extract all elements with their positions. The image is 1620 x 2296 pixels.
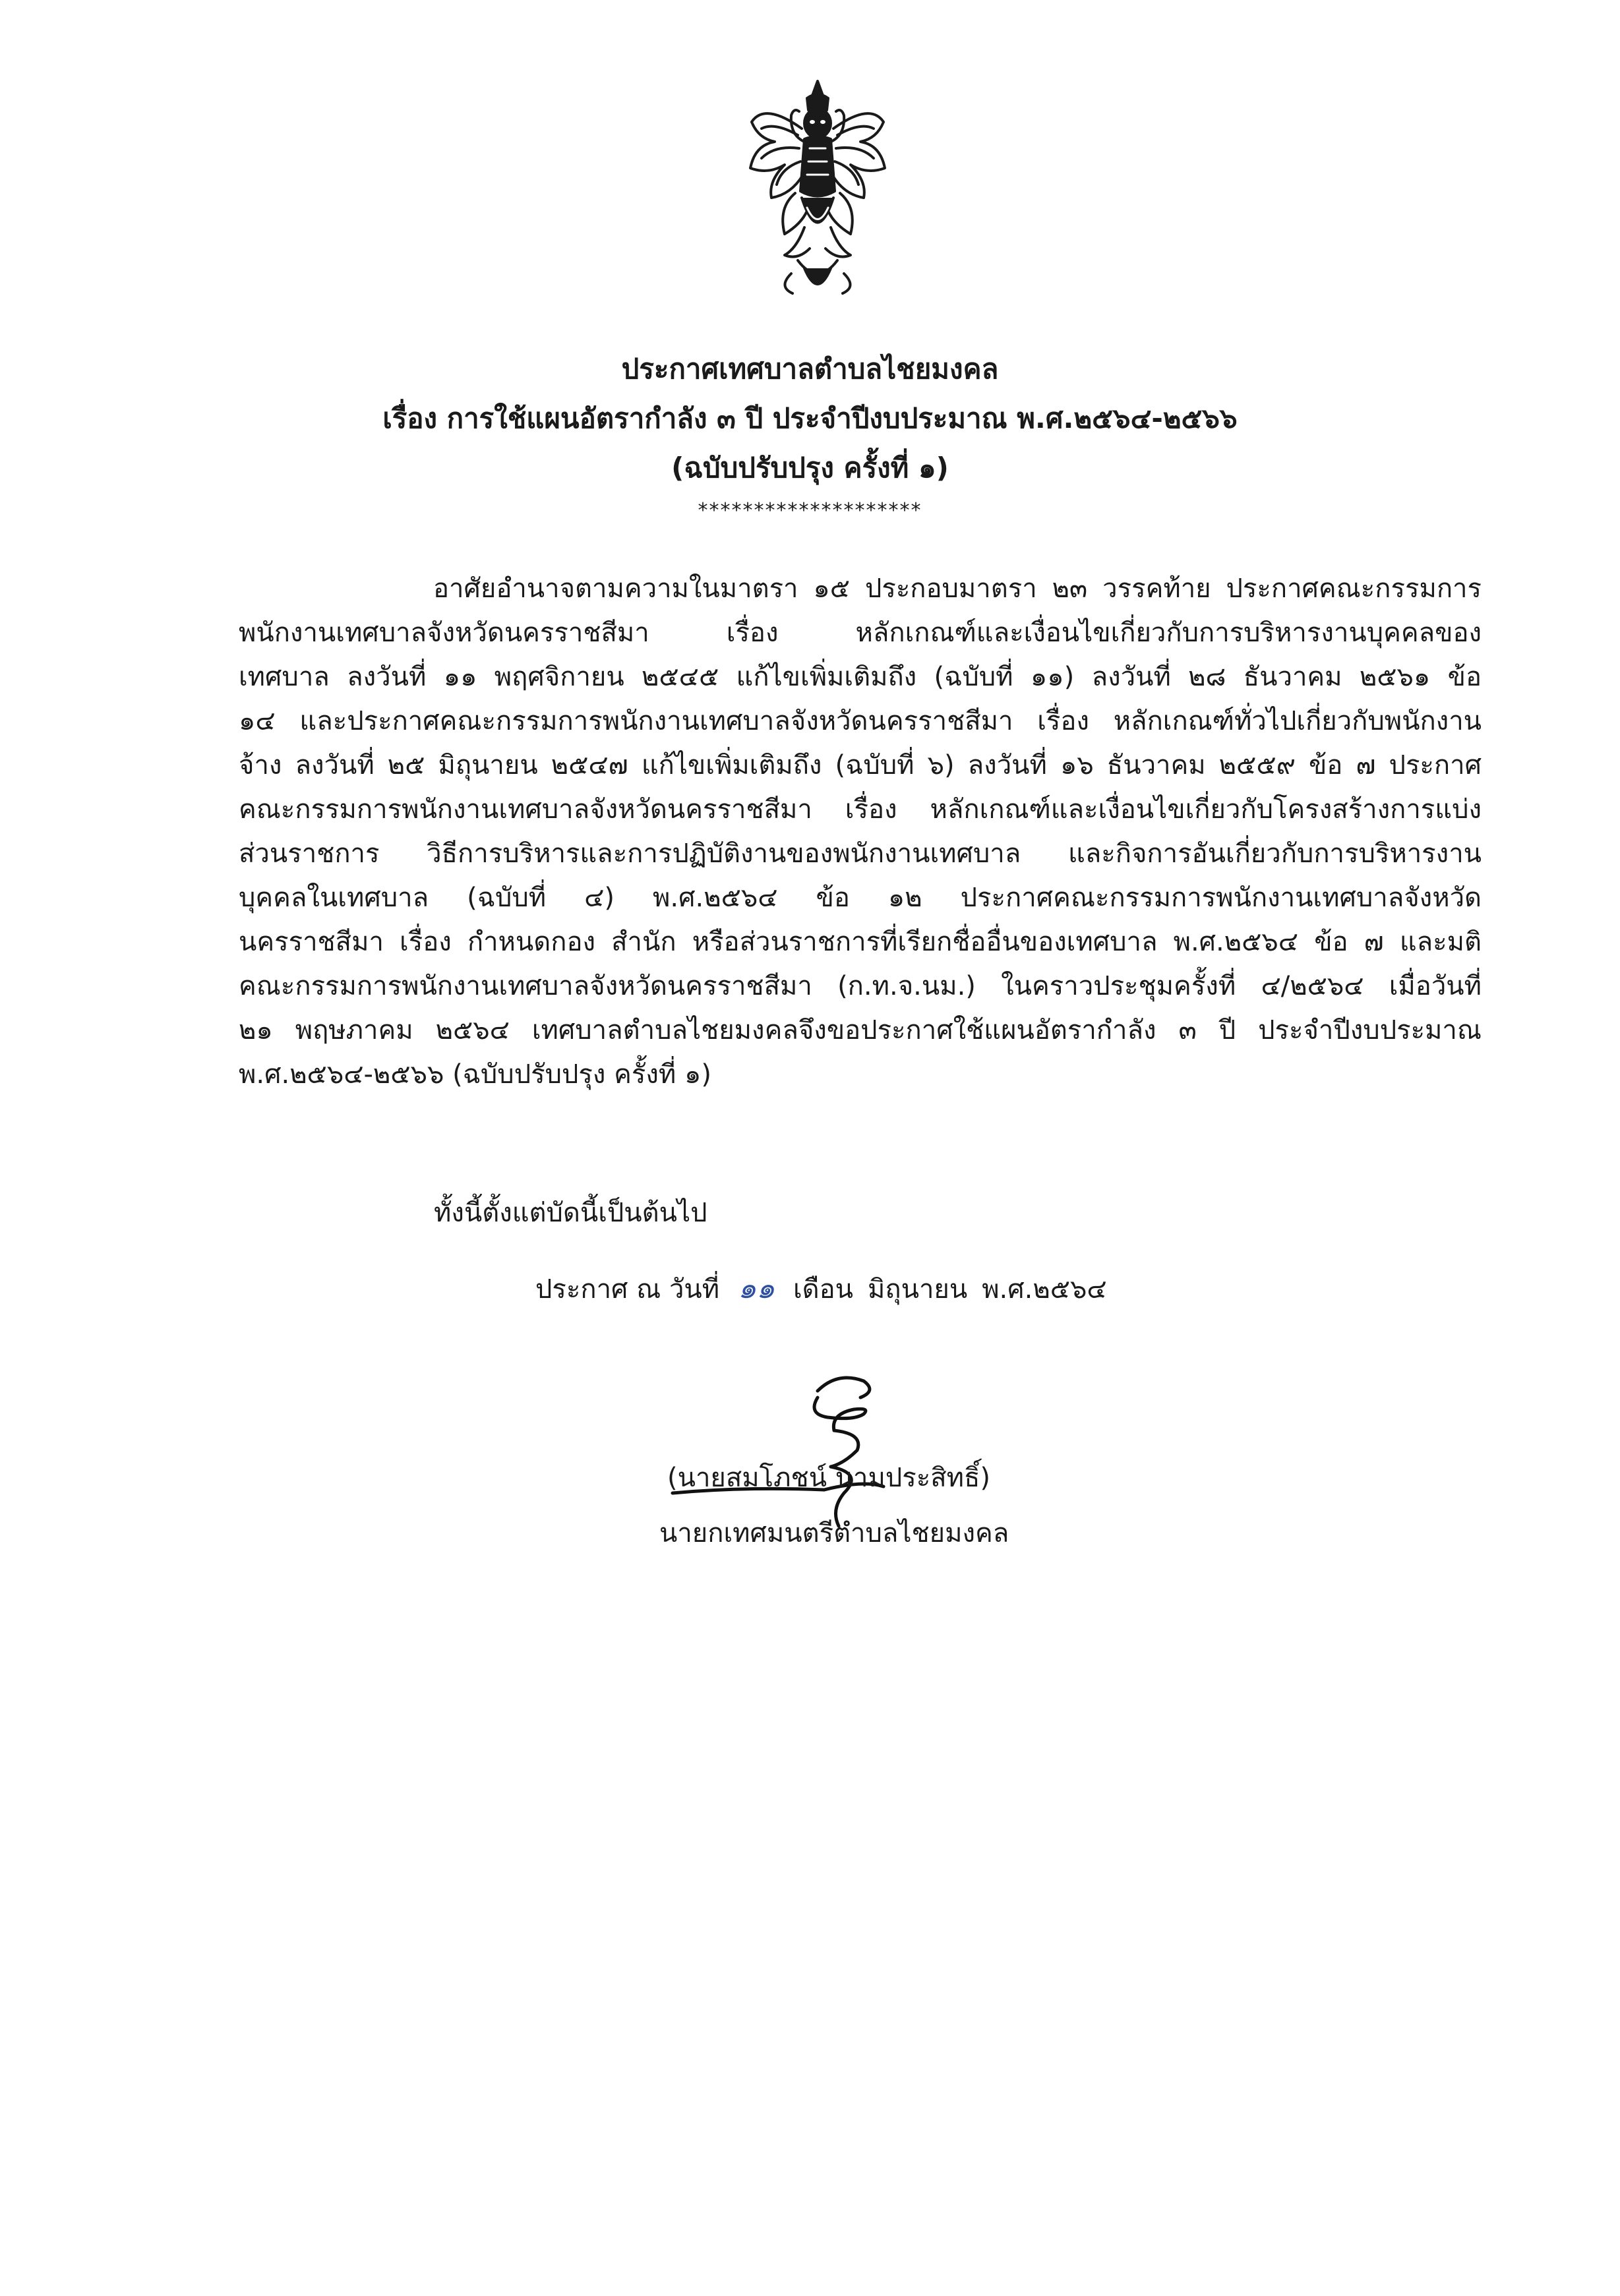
garuda-emblem (738, 76, 897, 307)
signer-title: นายกเทศมนตรีตำบลไชยมงคล (659, 1518, 1009, 1548)
title-separator: ******************** (698, 499, 922, 522)
body-line: จ้าง ลงวันที่ ๒๕ มิถุนายน ๒๕๔๗ แก้ไขเพิ่มเติมถึง (ฉบับที่ ๖) ลงวันที่ ๑๖ ธันวาคม ๒๕๕๙ ข้อ ๗ ประกาศ (239, 750, 1482, 780)
signer-name: (นายสมโภชน์ นามประสิทธิ์) (667, 1463, 991, 1493)
body-line: ๑๔ และประกาศคณะกรรมการพนักงานเทศบาลจังหวัดนครราชสีมา เรื่อง หลักเกณฑ์ทั่วไปเกี่ยวกับพนักงาน (239, 706, 1482, 736)
body-line: พนักงานเทศบาลจังหวัดนครราชสีมา เรื่อง หลักเกณฑ์และเงื่อนไขเกี่ยวกับการบริหารงานบุคคลของ (239, 618, 1482, 648)
announce-month-label: เดือน (793, 1274, 854, 1305)
announcement-date (535, 1269, 1107, 1309)
body-line: คณะกรรมการพนักงานเทศบาลจังหวัดนครราชสีมา (ก.ท.จ.นม.) ในคราวประชุมครั้งที่ ๔/๒๕๖๔ เมื่อวันที่ (239, 971, 1482, 1001)
body-line: บุคคลในเทศบาล (ฉบับที่ ๔) พ.ศ.๒๕๖๔ ข้อ ๑๒ ประกาศคณะกรรมการพนักงานเทศบาลจังหวัด (239, 883, 1482, 913)
body-line: ๒๑ พฤษภาคม ๒๕๖๔ เทศบาลตำบลไชยมงคลจึงขอประกาศใช้แผนอัตรากำลัง ๓ ปี ประจำปีงบประมาณ (239, 1015, 1482, 1045)
body-line: นครราชสีมา เรื่อง กำหนดกอง สำนัก หรือส่วนราชการที่เรียกชื่ออื่นของเทศบาล พ.ศ.๒๕๖๔ ข้อ ๗ และมติ (239, 927, 1482, 957)
document-revision: (ฉบับปรับปรุง ครั้งที่ ๑) (671, 452, 949, 484)
announce-month: มิถุนายน (868, 1274, 968, 1305)
effective-statement: ทั้งนี้ตั้งแต่บัดนี้เป็นต้นไป (434, 1198, 707, 1228)
announce-prefix: ประกาศ ณ วันที่ (535, 1274, 720, 1305)
body-paragraph (239, 567, 1482, 1097)
announce-day-handwritten: ๑๑ (738, 1272, 775, 1305)
document-title: ประกาศเทศบาลตำบลไชยมงคล (621, 353, 999, 385)
body-line: คณะกรรมการพนักงานเทศบาลจังหวัดนครราชสีมา เรื่อง หลักเกณฑ์และเงื่อนไขเกี่ยวกับโครงสร้างการแบ่ง (239, 794, 1482, 825)
body-line: เทศบาล ลงวันที่ ๑๑ พฤศจิกายน ๒๕๔๕ แก้ไขเพิ่มเติมถึง (ฉบับที่ ๑๑) ลงวันที่ ๒๘ ธันวาคม ๒๕๖๑ ข้อ (239, 662, 1482, 692)
body-line: อาศัยอำนาจตามความในมาตรา ๑๕ ประกอบมาตรา ๒๓ วรรคท้าย ประกาศคณะกรรมการ (433, 574, 1482, 604)
body-line: พ.ศ.๒๕๖๔-๒๕๖๖ (ฉบับปรับปรุง ครั้งที่ ๑) (239, 1059, 711, 1090)
announce-year: พ.ศ.๒๕๖๔ (982, 1274, 1107, 1305)
body-line: ส่วนราชการ วิธีการบริหารและการปฏิบัติงานของพนักงานเทศบาล และกิจการอันเกี่ยวกับการบริหารงาน (239, 839, 1482, 869)
document-subject: เรื่อง การใช้แผนอัตรากำลัง ๓ ปี ประจำปีงบประมาณ พ.ศ.๒๕๖๔-๒๕๖๖ (382, 402, 1238, 434)
